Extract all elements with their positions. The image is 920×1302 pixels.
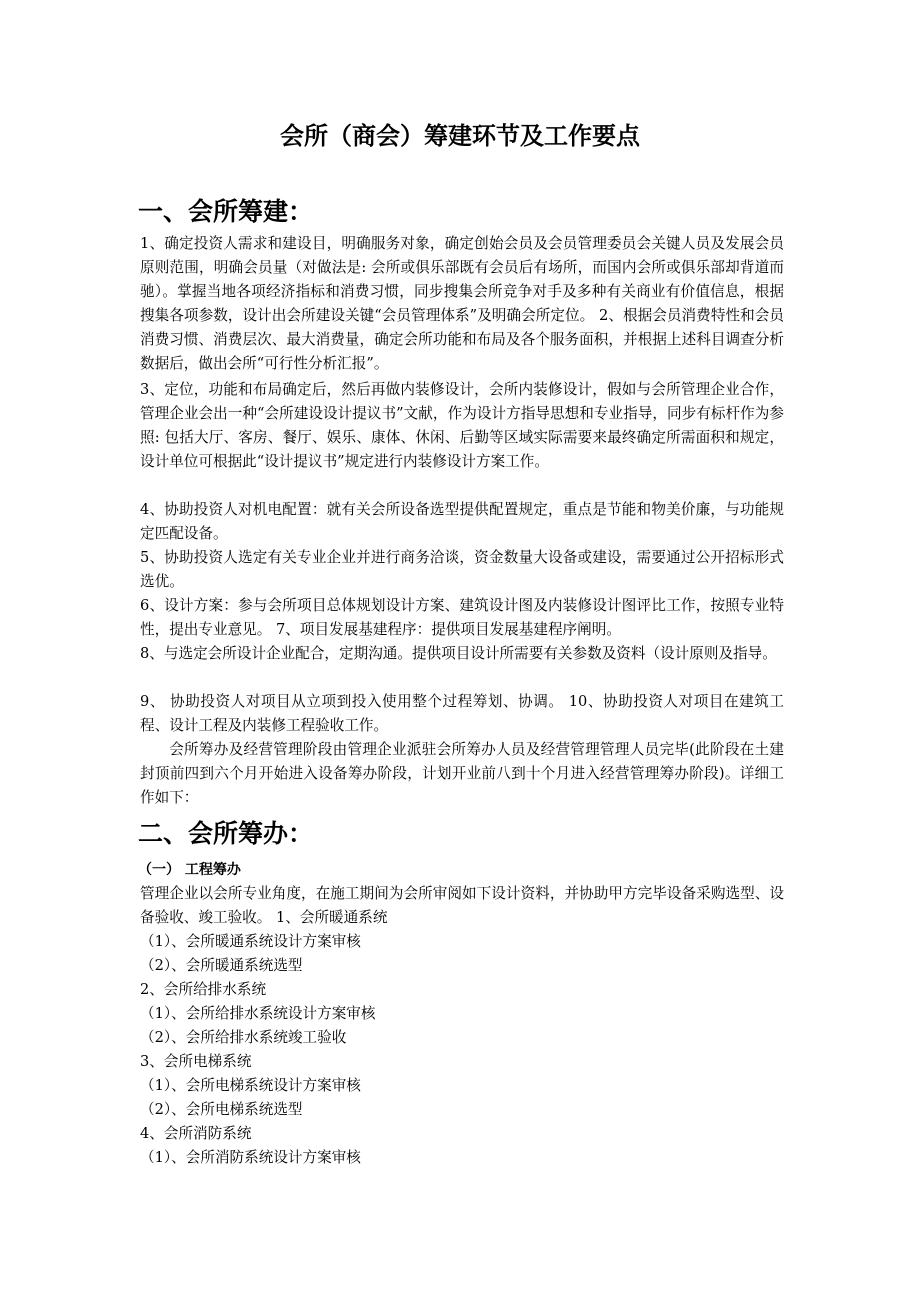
- section-heading-2: 二、会所筹办：: [138, 819, 314, 848]
- list-item: 4、会所消防系统: [140, 1125, 252, 1142]
- paragraph-3: 4、协助投资人对机电配置：就有关会所设备选型提供配置规定，重点是节能和物美价廉，与功能规定匹配设备。: [140, 501, 784, 542]
- subsection-heading: （一） 工程筹办: [138, 862, 241, 878]
- paragraph-4: 5、协助投资人选定有关专业企业并进行商务洽谈，资金数量大设备或建设，需要通过公开招标形式选优。: [140, 549, 784, 590]
- list-item: （1）、会所消防系统设计方案审核: [140, 1149, 361, 1166]
- list-item: （2）、会所电梯系统选型: [140, 1101, 303, 1118]
- list-item: （2）、会所给排水系统竣工验收: [140, 1029, 347, 1046]
- list-item: 2、会所给排水系统: [140, 981, 267, 998]
- list-item: （1）、会所电梯系统设计方案审核: [140, 1077, 361, 1094]
- intro-paragraph: 管理企业以会所专业角度，在施工期间为会所审阅如下设计资料，并协助甲方完毕设备采购选型、设备验收、竣工验收。 1、会所暖通系统: [140, 885, 784, 926]
- paragraph-8: 会所筹办及经营管理阶段由管理企业派驻会所筹办人员及经营管理管理人员完毕(此阶段在土建封顶前四到六个月开始进入设备筹办阶段，计划开业前八到十个月进入经营管理筹办阶段)。详细工作如下：: [140, 741, 784, 806]
- section-heading-1: 一、会所筹建：: [138, 197, 314, 226]
- paragraph-7: 9、 协助投资人对项目从立项到投入使用整个过程筹划、协调。 10、协助投资人对项目在建筑工程、设计工程及内装修工程验收工作。: [140, 693, 784, 734]
- list-item: （1）、会所暖通系统设计方案审核: [140, 933, 361, 950]
- list-item: （2）、会所暖通系统选型: [140, 957, 303, 974]
- list-item: （1）、会所给排水系统设计方案审核: [140, 1005, 376, 1022]
- paragraph-2: 3、定位，功能和布局确定后，然后再做内装修设计，会所内装修设计，假如与会所管理企业合作，管理企业会出一种“会所建设设计提议书”文献，作为设计方指导思想和专业指导，同步有标杆作为参照: 包括大厅、客房、餐厅、娱乐、康体、休闲、后勤等区域实际需要来最终确定所需面积和规定，设计单位可根据此“设计提议书”规定进行内装修设计方案工作。: [140, 381, 784, 470]
- paragraph-6: 8、与选定会所设计企业配合，定期沟通。提供项目设计所需要有关参数及资料（设计原则及指导。: [140, 645, 777, 662]
- paragraph-1: 1、确定投资人需求和建设目，明确服务对象，确定创始会员及会员管理委员会关键人员及发展会员原则范围，明确会员量（对做法是: 会所或俱乐部既有会员后有场所，而国内会所或俱乐部却背道而驰）。掌握当地各项经济指标和消费习惯，同步搜集会所竞争对手及多种有关商业有价值信息，根据搜集各项参数，设计出会所建设关键“会员管理体系”及明确会所定位。 2、根据会员消费特性和会员消费习惯、消费层次、最大消费量，确定会所功能和布局及各个服务面积，并根据上述科目调查分析数据后，做出会所“可行性分析汇报”。: [140, 235, 784, 372]
- document-title: 会所（商会）筹建环节及工作要点: [280, 122, 640, 150]
- list-item: 3、会所电梯系统: [140, 1053, 252, 1070]
- paragraph-5: 6、设计方案：参与会所项目总体规划设计方案、建筑设计图及内装修设计图评比工作，按照专业特性，提出专业意见。 7、项目发展基建程序：提供项目发展基建程序阐明。: [140, 597, 784, 638]
